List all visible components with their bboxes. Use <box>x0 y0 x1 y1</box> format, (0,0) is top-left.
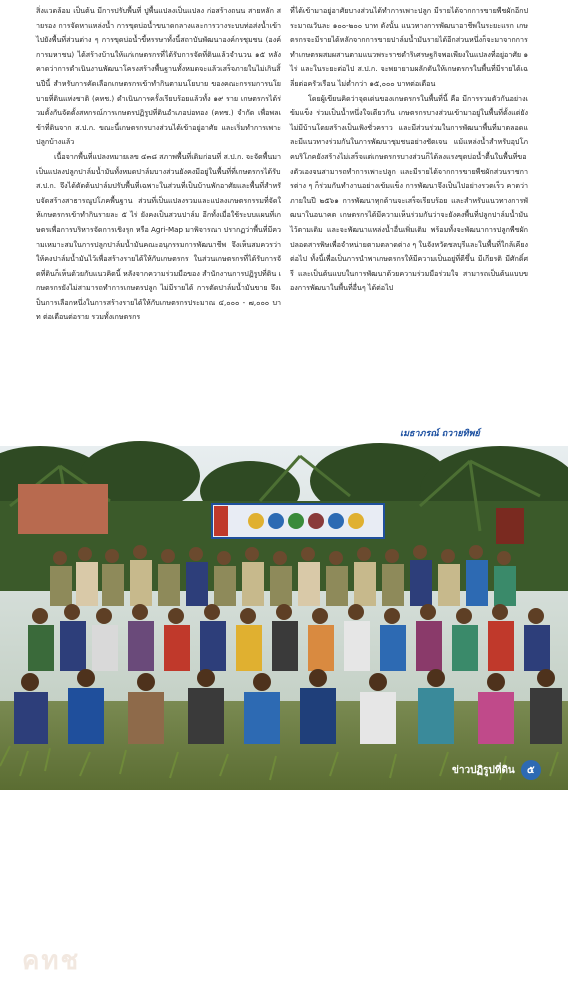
page-number: ๕ <box>521 760 541 780</box>
left-paragraph-2: เนื้อจากพื้นที่แปลงหมายเลข ๔๓๘ สภาพพื้นที่เดิมก่อนที่ ส.ป.ก. จะจัดพื้นมา เป็นแปลงปลูกปาล์มน้ำมันทั้งหมดปาล์มบางส่วนยังคงมีอยู่ในพื้นที่ที่เกษตรกรได้รับ ส.ป.ก. จึงได้ตัดต้นปาล์มปรับพื้นที่เฉพาะในส่วนที่เป็นบ้านพักอาศัยและพื้นที่สำหรับจัดสร้างสาธารณูปโภคพื้นฐาน ส่วนที่เป็นแปลงรวมและแปลงเกษตรกรรมที่จัดให้เกษตรกรเข้าทำกินรายละ ๕ ไร่ ยังคงเป็นสวนปาล์ม อีกทั้งเมื่อใช้ระบบแผนที่เกษตรเพื่อการบริหารจัดการเชิงรุก หรือ Agri-Map มาพิจารณา ปรากฏว่าพื้นที่มีความเหมาะสมในการปลูกปาล์มน้ำมันคณะอนุกรรมการพัฒนาชีพ จึงเห็นสมควรว่าให้คงปาล์มน้ำมันไว้เพื่อสร้างรายได้ให้กับเกษตรกร ในส่วนเกษตรกรที่ได้รับการจัดที่ดินก็เห็นด้วยกับแนวคิดนี้ หลังจากความร่วมมือของ สำนักงานการปฏิรูปที่ดิน เกษตรกรยังไม่สามารถทำการเกษตรปลูก ไม่มีรายได้ การตัดปาล์มน้ำมันขาย จึงเป็นการเลือกหนึ่งในการสร้างรายได้ให้กับเกษตรกรประมาณ ๔,๐๐๐ - ๗,๐๐๐ บาท ต่อเดือนต่อราย รวมทั้งเกษตรกร <box>36 151 281 322</box>
magazine-title: ข่าวปฏิรูปที่ดิน <box>452 764 515 776</box>
event-banner <box>212 504 384 538</box>
crowd-middle-row <box>28 604 550 671</box>
left-paragraph-1: สิ่งแวดล้อม เป็นต้น มีการปรับพื้นที่ ปูพื้นแปลงเป็นแปลง ก่อสร้างถนน สายหลัก สายรอง การจัดหาแหล่งน้ำ การขุดบ่อน้ำขนาดกลางและการวางระบบท่อส่งน้ำเข้าไปยังพื้นที่ส่วนต่าง ๆ การขุดบ่อน้ำขี้หรรษาทั้งนี้สถาบันพัฒนาองค์กรชุมชน (องค์การมหาชน) ได้สร้างบ้านให้แก่เกษตรกรที่ได้รับการจัดที่ดินแล้วจำนวน ๑๕ หลัง คาดว่าการดำเนินงานพัฒนาโครงสร้างพื้นฐานทั้งหมดจะแล้วเสร็จภายในไม่เกินสิ้นปีนี้ สำหรับการคัดเลือกเกษตรกรเข้าทำกินตามนโยบาย ของคณะกรรมการนโยบายที่ดินแห่งชาติ (คทช.) ดำเนินการครั้งเรียบร้อยแล้วทั้ง ๑๙ ราย เกษตรกรได้ร่วมตั้งกันจัดตั้งสหกรณ์การเกษตรปฏิรูปที่ดินอำเภอบ่อทอง (คทช.) จำกัด เพื่อพลเข้าที่ดินจาก ส.ป.ก. ขณะนี้เกษตรกรบางส่วนได้เข้าอยู่อาศัย และเริ่มทำการเพาะปลูกบ้างแล้ว <box>36 6 281 147</box>
right-paragraph-2: โดยผู้เขียนคิดว่าจุดเด่นของเกษตรกรในพื้นที่นี้ คือ มีการรวมตัวกันอย่างเข้มแข็ง ร่วมเป็นน้ำหนึ่งใจเดียวกัน เกษตรกรบางส่วนเข้ามาอยู่ในพื้นที่ตั้งแต่ยังไม่มีบ้านโดยสร้างเป็นเพิงชั่วคราว และมีส่วนร่วมในการพัฒนาพื้นที่มาตลอดและมีแนวทางร่วมกันในการพัฒนาชุมชนอย่างชัดเจน แม้แหล่งน้ำสำหรับอุปโภคบริโภคยังสร้างไม่เสร็จแต่เกษตรกรบางส่วนก็ได้ลงแรงขุดบ่อน้ำตื้นในพื้นที่ของตัวเองจนสามารถทำการเพาะปลูก และมีรายได้จากการขายพืชผักส่วนราชการต่าง ๆ ก็ร่วมกันทำงานอย่างเข้มแข็ง การพัฒนาจึงเป็นไปอย่างรวดเร็ว คาดว่าภายในปี ๒๕๖๑ การพัฒนาทุกด้านจะเสร็จเรียบร้อย และสำหรับแนวทางการพัฒนาในอนาคต เกษตรกรได้มีความเห็นร่วมกันว่าจะยังคงพื้นที่ปลูกปาล์มน้ำมันไว้ตามเดิม และจะพัฒนาแหล่งน้ำอื่นเพิ่มเติม พร้อมทั้งจะพัฒนาการปลูกพืชผักปลอดสารพิษเพื่อจำหน่ายตามตลาดต่าง ๆ ในจังหวัดชลบุรีและในพื้นที่ใกล้เคียงต่อไป ทั้งนี้เพื่อเป็นการนำพาเกษตรกรให้มีความเป็นอยู่ที่ดีขึ้น มีเกียรติ มีศักดิ์ศรี และเป็นต้นแบบในการพัฒนาด้วยความร่วมมือร่วมใจ สามารถเป็นต้นแบบของการพัฒนาในพื้นที่อื่นๆ ได้ต่อไป <box>290 93 528 293</box>
group-photo <box>0 446 568 976</box>
left-text-column <box>36 4 281 325</box>
right-paragraph-1: ที่ได้เข้ามาอยู่อาศัยบางส่วนได้ทำการเพาะปลูก มีรายได้จากการขายพืชผักอีกประมาณวันละ ๑๐๐-๒๐๐ บาท ดังนั้น แนวทางการพัฒนาอาชีพในระยะแรก เกษตรกรจะมีรายได้หลักจากการขายปาล์มน้ำมันรายได้อีกส่วนหนึ่งก็จะมาจากการทำเกษตรผสมผสานตามแนวพระราชดำริเศรษฐกิจพอเพียงในแปลงที่อยู่อาศัย ๑ ไร่ และในระยะต่อไป ส.ป.ก. จะพยายามผลักดันให้เกษตรกรในพื้นที่มีรายได้เฉลี่ยต่อครัวเรือน ไม่ต่ำกว่า ๑๕,๐๐๐ บาทต่อเดือน <box>290 6 528 88</box>
sign-lettering: คทช <box>22 946 81 976</box>
portrait-frame <box>496 508 524 544</box>
author-byline: เมธาภรณ์ ถวายทิพย์ <box>400 429 480 439</box>
right-text-column <box>290 4 528 296</box>
group-photo-illustration <box>0 446 568 790</box>
page-footer <box>452 760 541 780</box>
sign-board <box>18 484 108 534</box>
